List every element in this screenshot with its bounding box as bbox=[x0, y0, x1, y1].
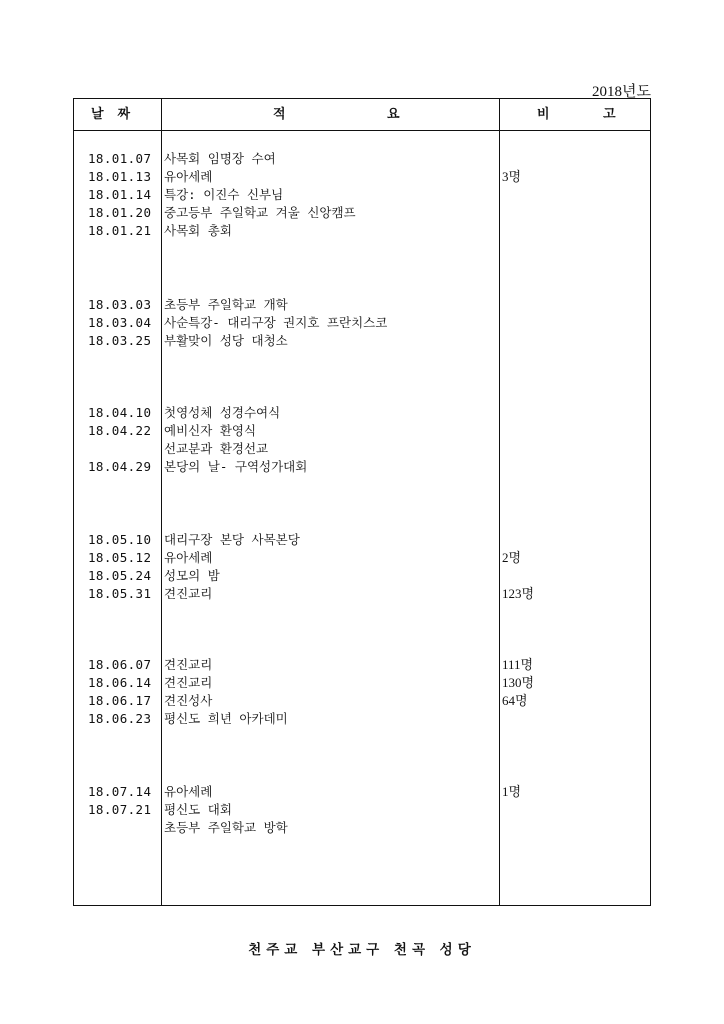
table-header bbox=[74, 99, 650, 131]
record-table bbox=[73, 98, 651, 906]
entry-desc: 성모의 밤 bbox=[164, 568, 220, 583]
year-label: 2018년도 bbox=[592, 84, 651, 100]
entry-date: 18.06.07 bbox=[88, 657, 152, 672]
entry-date: 18.06.14 bbox=[88, 675, 152, 690]
entry-date: 18.05.10 bbox=[88, 532, 152, 547]
entry-desc: 선교분과 환경선교 bbox=[164, 441, 269, 456]
entry-date: 18.01.20 bbox=[88, 205, 152, 220]
entry-date: 18.07.21 bbox=[88, 802, 152, 817]
entry-desc: 유아세례 bbox=[164, 784, 213, 799]
entry-note: 130명 bbox=[502, 675, 535, 690]
header-desc-right: 요 bbox=[387, 107, 400, 122]
entry-date: 18.01.14 bbox=[88, 187, 152, 202]
entry-date: 18.06.17 bbox=[88, 693, 152, 708]
entry-desc: 유아세례 bbox=[164, 169, 213, 184]
entry-desc: 사순특강- 대리구장 권지호 프란치스코 bbox=[164, 315, 388, 330]
header-note-left: 비 bbox=[537, 107, 550, 122]
entry-date: 18.04.29 bbox=[88, 459, 152, 474]
entry-desc: 견진성사 bbox=[164, 693, 213, 708]
entry-desc: 평신도 대회 bbox=[164, 802, 232, 817]
entry-date: 18.05.12 bbox=[88, 550, 152, 565]
header-desc-left: 적 bbox=[273, 107, 286, 122]
entry-date: 18.04.10 bbox=[88, 405, 152, 420]
entry-desc: 사목회 총회 bbox=[164, 223, 232, 238]
entry-note: 123명 bbox=[502, 586, 535, 601]
header-desc bbox=[161, 99, 499, 130]
entry-desc: 평신도 희년 아카데미 bbox=[164, 711, 288, 726]
entry-note: 111명 bbox=[502, 657, 534, 672]
entry-desc: 본당의 날- 구역성가대회 bbox=[164, 459, 308, 474]
entry-date: 18.06.23 bbox=[88, 711, 152, 726]
entry-note: 1명 bbox=[502, 784, 522, 799]
entry-desc: 부활맞이 성당 대청소 bbox=[164, 333, 288, 348]
entry-desc: 견진교리 bbox=[164, 657, 213, 672]
entry-note: 3명 bbox=[502, 169, 522, 184]
entry-date: 18.03.04 bbox=[88, 315, 152, 330]
entry-desc: 초등부 주일학교 개학 bbox=[164, 297, 288, 312]
entry-date: 18.04.22 bbox=[88, 423, 152, 438]
entry-desc: 견진교리 bbox=[164, 675, 213, 690]
entry-date: 18.01.07 bbox=[88, 151, 152, 166]
entry-date: 18.05.31 bbox=[88, 586, 152, 601]
entry-desc: 견진교리 bbox=[164, 586, 213, 601]
entry-desc: 중고등부 주일학교 겨울 신앙캠프 bbox=[164, 205, 356, 220]
entry-desc: 특강: 이진수 신부님 bbox=[164, 187, 284, 202]
entry-note: 64명 bbox=[502, 693, 528, 708]
footer-church-name: 천주교 부산교구 천곡 성당 bbox=[248, 942, 476, 958]
entry-date: 18.01.13 bbox=[88, 169, 152, 184]
header-date: 날짜 bbox=[90, 107, 145, 122]
column-divider bbox=[161, 99, 162, 905]
header-note bbox=[499, 99, 652, 130]
entry-desc: 첫영성체 성경수여식 bbox=[164, 405, 281, 420]
entry-date: 18.03.03 bbox=[88, 297, 152, 312]
entry-desc: 사목회 임명장 수여 bbox=[164, 151, 276, 166]
column-divider bbox=[499, 99, 500, 905]
entry-desc: 유아세례 bbox=[164, 550, 213, 565]
header-note-right: 고 bbox=[603, 107, 616, 122]
entry-desc: 예비신자 환영식 bbox=[164, 423, 257, 438]
entry-date: 18.07.14 bbox=[88, 784, 152, 799]
entry-desc: 대리구장 본당 사목본당 bbox=[164, 532, 300, 547]
entry-date: 18.03.25 bbox=[88, 333, 152, 348]
entry-date: 18.05.24 bbox=[88, 568, 152, 583]
entry-desc: 초등부 주일학교 방학 bbox=[164, 820, 288, 835]
entry-note: 2명 bbox=[502, 550, 522, 565]
entry-date: 18.01.21 bbox=[88, 223, 152, 238]
